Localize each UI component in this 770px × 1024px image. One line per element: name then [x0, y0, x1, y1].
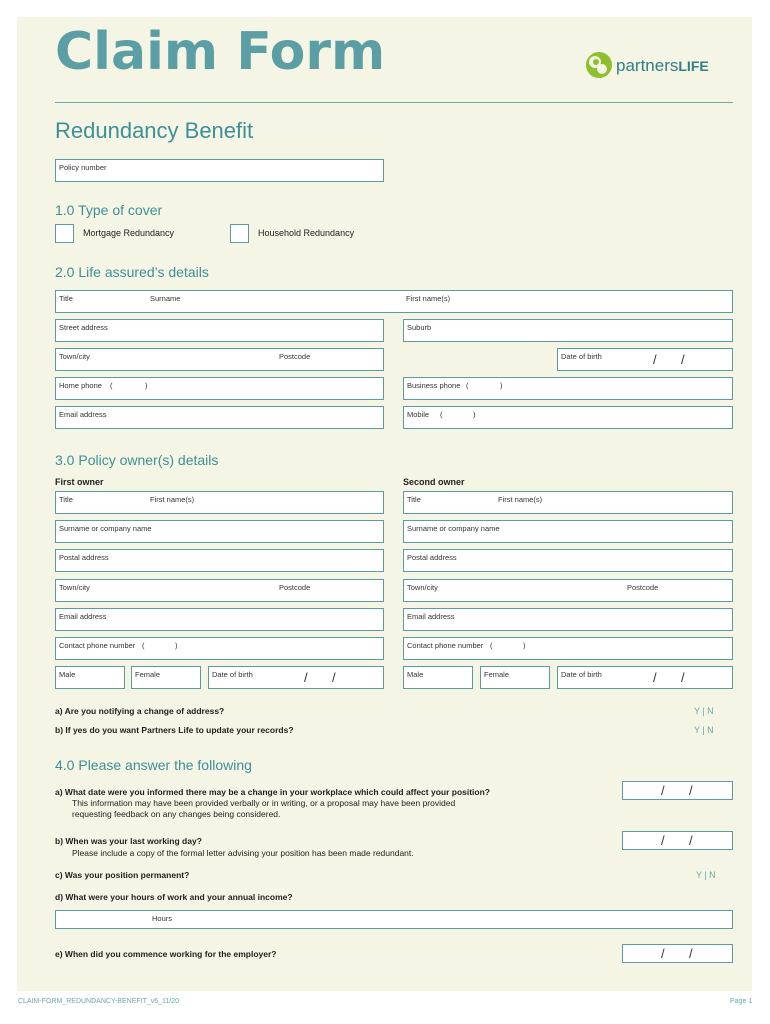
policy-number-field[interactable] — [55, 159, 384, 182]
area-code-bracket: ) — [473, 410, 476, 419]
question-3b: b) If yes do you want Partners Life to update your records? — [55, 725, 294, 735]
question-4c: c) Was your position permanent? — [55, 870, 190, 880]
section-1-heading: 1.0 Type of cover — [55, 202, 163, 218]
date-separator: / — [304, 670, 308, 685]
area-code-bracket: ( — [440, 410, 443, 419]
owner2-female-field[interactable] — [480, 666, 550, 689]
owner2-dob-field[interactable] — [557, 666, 733, 689]
mobile-field[interactable] — [403, 406, 733, 429]
question-4a-note: This information may have been provided verbally or in writing, or a proposal may have been provided — [72, 798, 456, 808]
section-3-heading: 3.0 Policy owner(s) details — [55, 452, 219, 468]
form-subtitle: Redundancy Benefit — [55, 118, 254, 143]
date-separator: / — [689, 833, 693, 848]
owner1-male-field[interactable] — [55, 666, 125, 689]
postal-address-label: Postal address — [407, 553, 457, 562]
area-code-bracket: ) — [523, 641, 526, 650]
male-label: Male — [59, 670, 76, 679]
home-phone-label: Home phone — [59, 381, 102, 390]
postal-address-label: Postal address — [59, 553, 109, 562]
area-code-bracket: ) — [145, 381, 148, 390]
household-redundancy-checkbox[interactable] — [230, 224, 249, 243]
owner2-male-field[interactable] — [403, 666, 473, 689]
question-4a: a) What date were you informed there may be a change in your workplace which could affect your position? — [55, 787, 490, 797]
logo-text: partnersLIFE — [616, 56, 709, 75]
partners-life-logo — [584, 50, 734, 84]
street-address-label: Street address — [59, 323, 108, 332]
town-city-label: Town/city — [59, 583, 90, 592]
area-code-bracket: ( — [142, 641, 145, 650]
owner1-female-field[interactable] — [131, 666, 201, 689]
yes-no-toggle[interactable]: Y | N — [694, 706, 714, 716]
contact-phone-label: Contact phone number — [407, 641, 484, 650]
section-2-heading: 2.0 Life assured’s details — [55, 264, 209, 280]
section-4-heading: 4.0 Please answer the following — [55, 757, 252, 773]
business-phone-label: Business phone — [407, 381, 461, 390]
date-separator: / — [653, 352, 657, 367]
surname-label: Surname — [150, 294, 181, 303]
first-owner-heading: First owner — [55, 477, 104, 487]
date-of-birth-label: Date of birth — [561, 670, 602, 679]
page-number: Page 1 — [730, 998, 753, 1005]
male-label: Male — [407, 670, 424, 679]
question-3a: a) Are you notifying a change of address? — [55, 706, 225, 716]
hours-income-field[interactable] — [55, 910, 733, 929]
life-assured-name-field[interactable] — [55, 290, 733, 313]
partners-life-logo-icon — [584, 50, 614, 80]
mobile-label: Mobile — [407, 410, 430, 419]
owner2-email-field[interactable] — [403, 608, 733, 631]
contact-phone-label: Contact phone number — [59, 641, 136, 650]
date-of-birth-label: Date of birth — [561, 352, 602, 361]
date-separator: / — [681, 352, 685, 367]
first-name-label: First name(s) — [498, 495, 543, 504]
title-label: Title — [59, 294, 73, 303]
town-city-label: Town/city — [59, 352, 90, 361]
female-label: Female — [484, 670, 510, 679]
home-phone-field[interactable] — [55, 377, 384, 400]
title-label: Title — [59, 495, 73, 504]
suburb-field[interactable] — [403, 319, 733, 342]
surname-label: Surname or company name — [407, 524, 500, 533]
mortgage-redundancy-checkbox[interactable] — [55, 224, 74, 243]
suburb-label: Suburb — [407, 323, 432, 332]
date-separator: / — [661, 783, 665, 798]
owner2-town-field[interactable] — [403, 579, 733, 602]
household-redundancy-label: Household Redundancy — [258, 228, 355, 238]
mortgage-redundancy-label: Mortgage Redundancy — [83, 228, 175, 238]
question-4e: e) When did you commence working for the employer? — [55, 949, 277, 959]
date-of-birth-label: Date of birth — [212, 670, 253, 679]
commence-date-field[interactable] — [622, 944, 733, 963]
owner2-surname-field[interactable] — [403, 520, 733, 543]
area-code-bracket: ( — [110, 381, 113, 390]
yes-no-toggle[interactable]: Y | N — [694, 725, 714, 735]
town-city-label: Town/city — [407, 583, 438, 592]
first-name-label: First name(s) — [406, 294, 451, 303]
area-code-bracket: ) — [500, 381, 503, 390]
question-4b-note: Please include a copy of the formal letter advising your position has been made redundant. — [72, 848, 414, 858]
postcode-label: Postcode — [279, 352, 311, 361]
date-separator: / — [653, 670, 657, 685]
owner1-phone-field[interactable] — [55, 637, 384, 660]
postcode-label: Postcode — [279, 583, 311, 592]
owner1-name-field[interactable] — [55, 491, 384, 514]
date-separator: / — [689, 946, 693, 961]
last-working-day-field[interactable] — [622, 831, 733, 850]
date-separator: / — [661, 833, 665, 848]
owner1-dob-field[interactable] — [208, 666, 384, 689]
email-label: Email address — [59, 612, 107, 621]
street-address-field[interactable] — [55, 319, 384, 342]
postcode-label: Postcode — [627, 583, 659, 592]
hours-label: Hours — [152, 914, 173, 923]
surname-label: Surname or company name — [59, 524, 152, 533]
female-label: Female — [135, 670, 161, 679]
owner2-postal-field[interactable] — [403, 549, 733, 572]
form-code: CLAIM-FORM_REDUNDANCY-BENEFIT_v6_11/20 — [18, 998, 180, 1005]
owner1-postal-field[interactable] — [55, 549, 384, 572]
date-separator: / — [681, 670, 685, 685]
area-code-bracket: ( — [466, 381, 469, 390]
owner1-surname-field[interactable] — [55, 520, 384, 543]
email-label: Email address — [59, 410, 107, 419]
date-separator: / — [689, 783, 693, 798]
question-4b: b) When was your last working day? — [55, 836, 202, 846]
question-4a-note-2: requesting feedback on any changes being considered. — [72, 809, 281, 819]
owner1-town-field[interactable] — [55, 579, 384, 602]
yes-no-toggle[interactable]: Y | N — [696, 870, 716, 880]
email-field[interactable] — [55, 406, 384, 429]
area-code-bracket: ( — [490, 641, 493, 650]
header-divider — [55, 102, 733, 103]
town-city-field[interactable] — [55, 348, 384, 371]
date-separator: / — [661, 946, 665, 961]
owner2-phone-field[interactable] — [403, 637, 733, 660]
first-name-label: First name(s) — [150, 495, 195, 504]
email-label: Email address — [407, 612, 455, 621]
policy-number-label: Policy number — [59, 163, 107, 172]
date-separator: / — [332, 670, 336, 685]
title-label: Title — [407, 495, 421, 504]
informed-date-field[interactable] — [622, 781, 733, 800]
second-owner-heading: Second owner — [403, 477, 465, 487]
area-code-bracket: ) — [175, 641, 178, 650]
owner2-name-field[interactable] — [403, 491, 733, 514]
date-of-birth-field[interactable] — [557, 348, 733, 371]
form-title: Claim Form — [55, 22, 386, 82]
question-4d: d) What were your hours of work and your annual income? — [55, 892, 293, 902]
business-phone-field[interactable] — [403, 377, 733, 400]
owner1-email-field[interactable] — [55, 608, 384, 631]
